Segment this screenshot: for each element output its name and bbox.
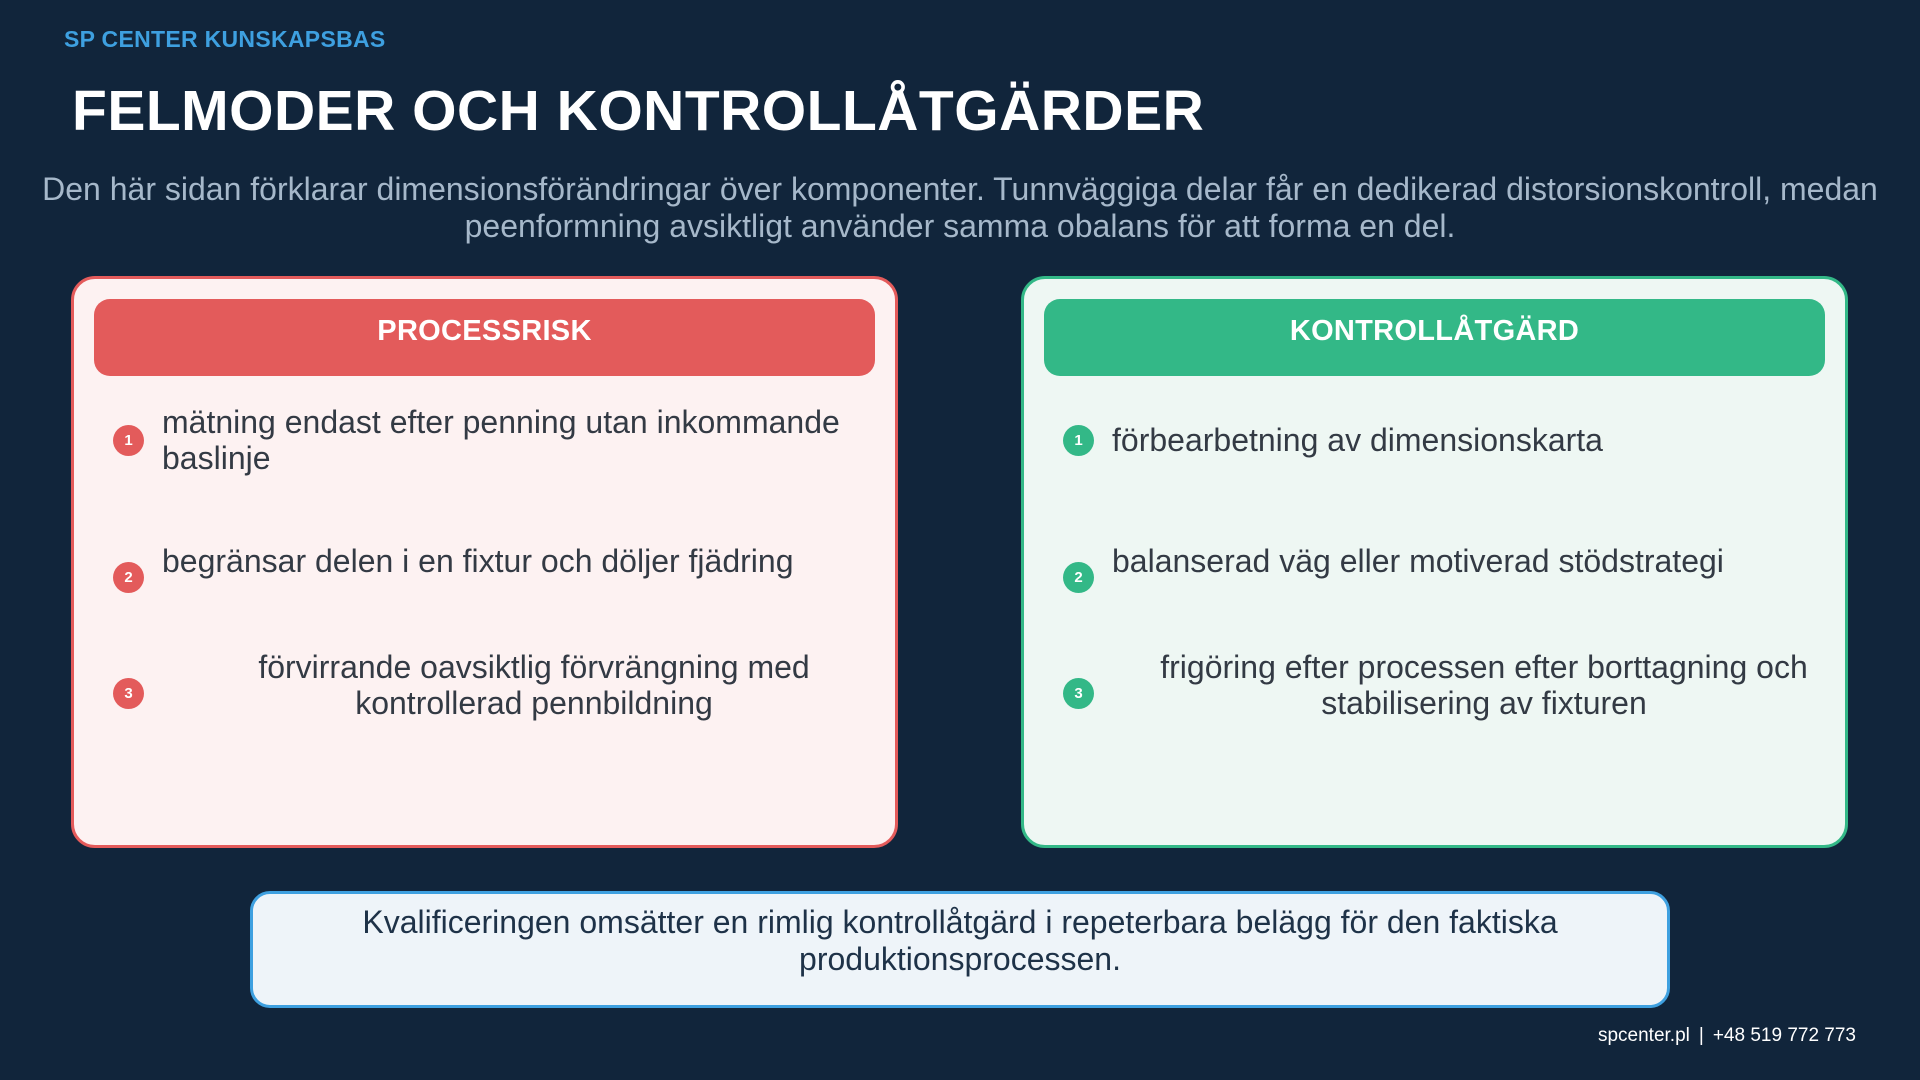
footer-separator: | xyxy=(1698,1025,1704,1046)
control-item-text: förbearbetning av dimensionskarta xyxy=(1112,422,1603,458)
control-measure-header: KONTROLLÅTGÄRD xyxy=(1044,299,1825,376)
risk-item-text: mätning endast efter penning utan inkommande baslinje xyxy=(162,404,840,476)
number-badge: 2 xyxy=(1063,562,1094,593)
footer xyxy=(1598,1025,1856,1047)
number-badge: 1 xyxy=(1063,425,1094,456)
control-measure-card xyxy=(1021,276,1848,848)
number-badge: 2 xyxy=(113,562,144,593)
intro-text: Den här sidan förklarar dimensionsförändringar över komponenter. Tunnväggiga delar får en dedikerad distorsionskontroll, medan peenformning avsiktligt använder samma obalans för att forma en del. xyxy=(42,171,1878,244)
conclusion-box xyxy=(250,891,1670,1008)
process-risk-card xyxy=(71,276,898,848)
conclusion-text: Kvalificeringen omsätter en rimlig kontrollåtgärd i repeterbara belägg för den faktiska produktionsprocessen. xyxy=(362,904,1558,977)
number-badge: 3 xyxy=(1063,678,1094,709)
website-link[interactable]: spcenter.pl xyxy=(1597,1025,1690,1046)
number-badge: 3 xyxy=(113,678,144,709)
number-badge: 1 xyxy=(113,425,144,456)
risk-item-text: begränsar delen i en fixtur och döljer fjädring xyxy=(162,543,794,579)
process-risk-header: PROCESSRISK xyxy=(94,299,875,376)
brand-label: SP CENTER KUNSKAPSBAS xyxy=(64,26,386,52)
page-title: FELMODER OCH KONTROLLÅTGÄRDER xyxy=(72,79,1205,143)
phone-number: +48 519 772 773 xyxy=(1712,1025,1856,1046)
control-item-text: frigöring efter processen efter borttagning och stabilisering av fixturen xyxy=(1160,649,1808,721)
control-item-text: balanserad väg eller motiverad stödstrategi xyxy=(1112,543,1724,579)
risk-item-text: förvirrande oavsiktlig förvrängning med kontrollerad pennbildning xyxy=(258,649,810,721)
